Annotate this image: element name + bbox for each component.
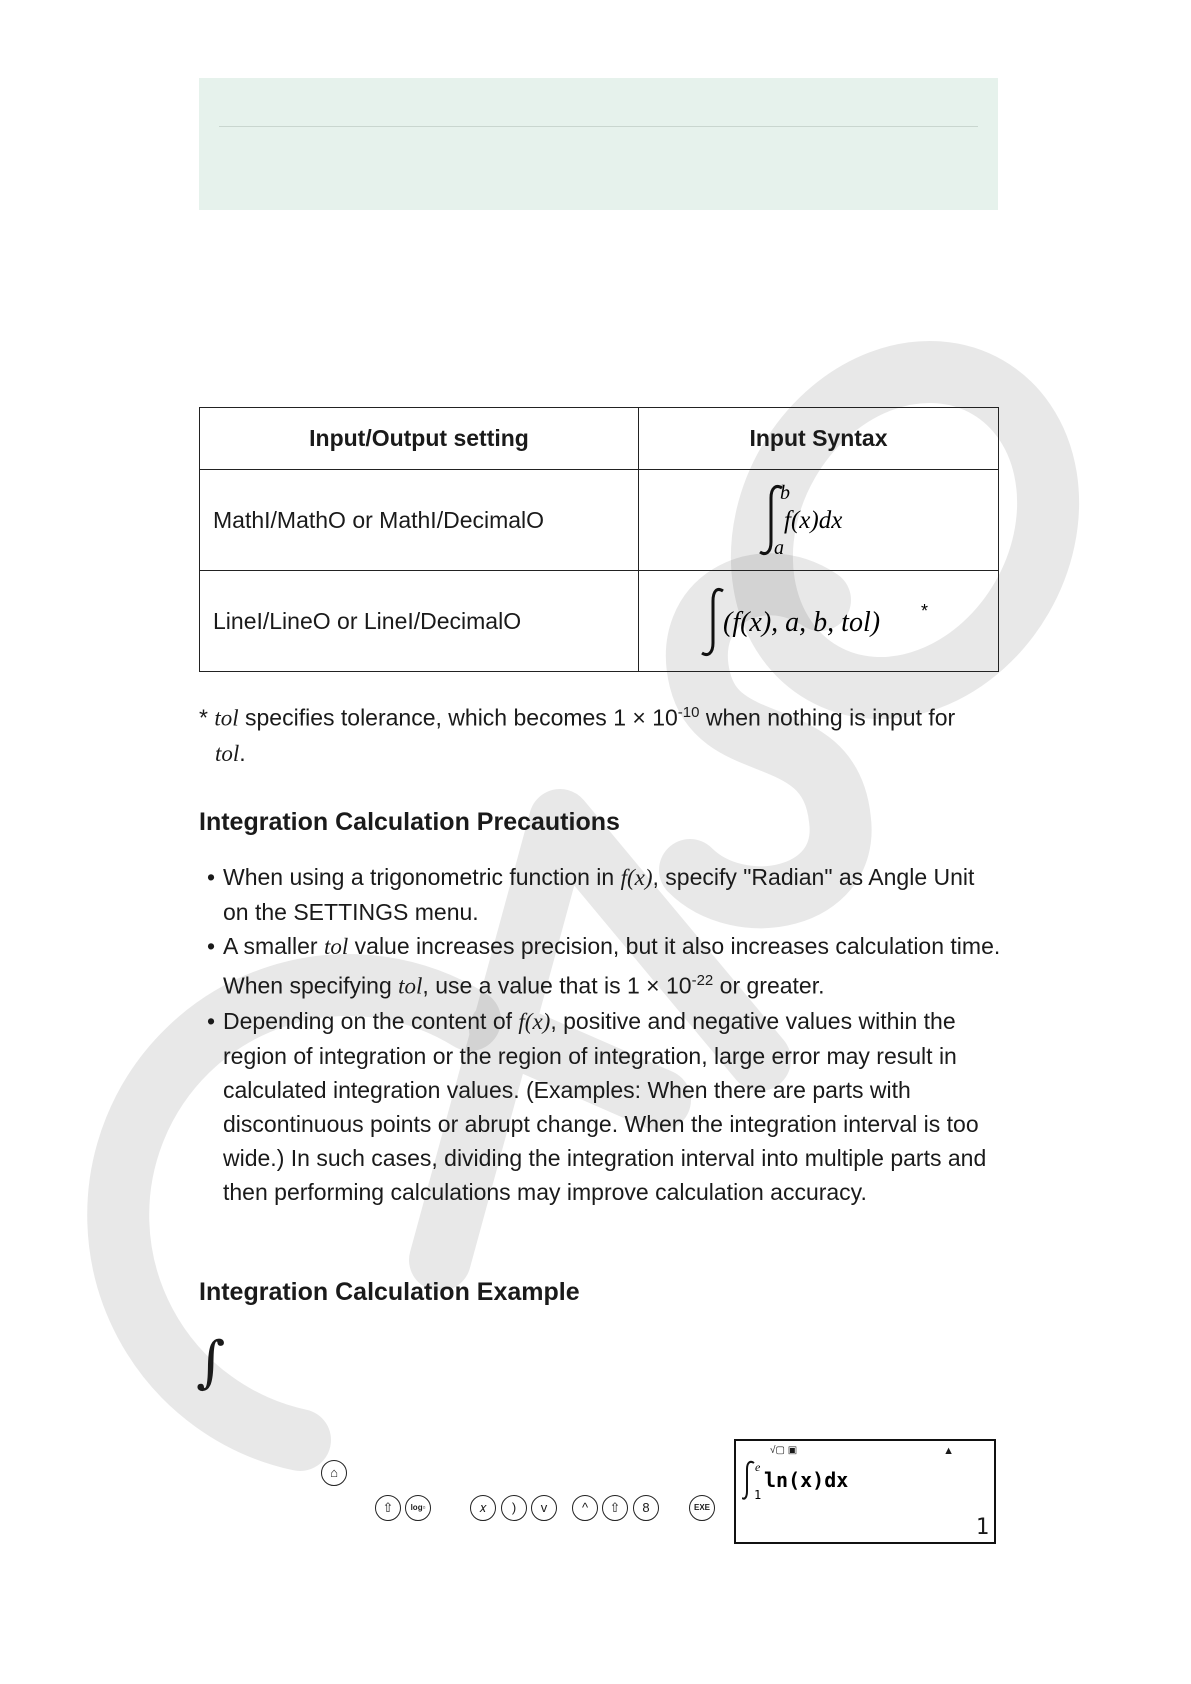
footnote-mark: * (920, 601, 928, 621)
item-text: A smaller (223, 933, 324, 959)
result-value: 1 (975, 1515, 989, 1540)
fx-math: f(x) (518, 1008, 551, 1034)
close-paren-key[interactable]: ) (501, 1495, 527, 1521)
log-key[interactable]: log▫ (405, 1495, 431, 1521)
footnote-text-2: when nothing is input for (699, 704, 956, 731)
precautions-list (203, 860, 1003, 1209)
integral-sign (702, 589, 723, 654)
eight-key[interactable]: 8 (633, 1495, 659, 1521)
bullet: • (207, 864, 216, 890)
upper-limit: e (755, 1460, 761, 1474)
tol-var: tol (398, 973, 423, 999)
calculator-display (734, 1439, 996, 1544)
setting-cell: LineI/LineO or LineI/DecimalO (200, 571, 639, 672)
tolerance-footnote (199, 696, 999, 771)
scroll-indicator: ▲ (943, 1445, 954, 1457)
footnote-text: specifies tolerance, which becomes 1 × 10 (238, 704, 678, 731)
fx-math: f(x) (620, 865, 653, 890)
line-integral-syntax (699, 581, 939, 661)
integrand: f(x)dx (783, 507, 842, 534)
list-item (203, 860, 1003, 929)
bullet: • (207, 1007, 216, 1034)
shift-key-2[interactable]: ⇧ (602, 1495, 628, 1521)
bullet: • (207, 933, 216, 959)
item-text: , specify "Radian" as Angle Unit on the SETTINGS menu. (223, 864, 975, 925)
table-row (200, 571, 999, 672)
syntax-cell (639, 470, 999, 571)
item-text: or greater. (713, 972, 825, 999)
syntax-cell (639, 571, 999, 672)
example-heading: Integration Calculation Example (199, 1278, 580, 1306)
item-text: Depending on the content of (223, 1007, 519, 1034)
tol-var: tol (215, 740, 240, 766)
integral-symbol: ∫ (196, 1330, 226, 1395)
item-text: , positive and negative values within the region of integration or the region of integration, large error may result in calculated integration values. (Examples: When there are parts with discontinuous points or abrupt change. When the integration interval is too wide.) In such cases, dividing the integration interval into multiple parts and then performing calculations may improve calculation accuracy. (223, 1007, 987, 1205)
table-header-row (200, 408, 999, 470)
item-text: , use a value that is 1 × 10 (422, 972, 692, 999)
exponent: -10 (677, 704, 700, 721)
lower-limit: 1 (754, 1488, 762, 1502)
display-expression (742, 1459, 892, 1503)
up-key[interactable]: ^ (572, 1495, 598, 1521)
x-key[interactable]: 𝑥 (470, 1495, 496, 1521)
integrand: ln(x)dx (764, 1468, 849, 1492)
tol-var: tol (214, 705, 239, 731)
precautions-heading: Integration Calculation Precautions (199, 808, 620, 836)
list-item (203, 929, 1003, 1004)
table-row (200, 470, 999, 571)
header-input-output-setting: Input/Output setting (200, 408, 639, 470)
header-input-syntax: Input Syntax (639, 408, 999, 470)
input-syntax-table (199, 407, 999, 672)
exponent: -22 (691, 972, 714, 989)
lower-limit: a (773, 537, 784, 559)
integral-arguments: (f(x), a, b, tol) (722, 607, 880, 638)
item-text: value increases precision, but it also increases calculation time. When specifying (223, 933, 1001, 999)
tol-var: tol (323, 934, 349, 959)
item-text: When using a trigonometric function in (223, 864, 621, 890)
shift-key[interactable]: ⇧ (375, 1495, 401, 1521)
upper-limit: b (779, 482, 790, 504)
note-divider (219, 126, 978, 127)
definite-integral-syntax (754, 480, 884, 560)
list-item (203, 1004, 1003, 1209)
home-key[interactable]: ⌂ (321, 1460, 347, 1486)
mode-indicators: √▢ ▣ (770, 1445, 798, 1456)
exe-key[interactable]: EXE (689, 1495, 715, 1521)
note-box (199, 78, 998, 210)
footnote-marker: * (199, 704, 208, 731)
setting-cell: MathI/MathO or MathI/DecimalO (200, 470, 639, 571)
integral-sign (742, 1462, 754, 1499)
down-key[interactable]: v (531, 1495, 557, 1521)
footnote-end: . (239, 739, 246, 766)
